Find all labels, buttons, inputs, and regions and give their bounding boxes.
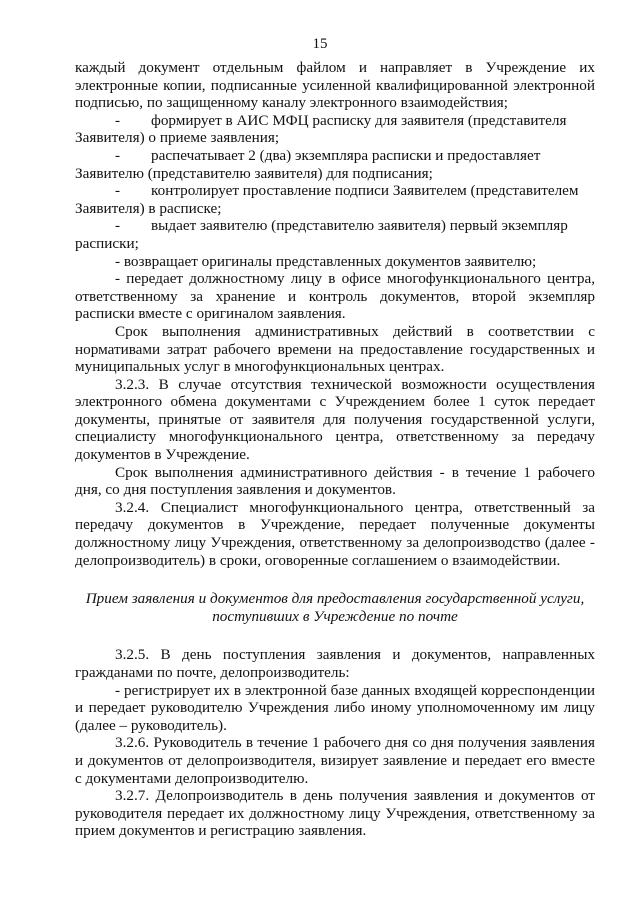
document-body bbox=[75, 59, 595, 840]
list-item: - передает должностному лицу в офисе многофункционального центра, ответственному за хранение и контроль документов, второй экземпляр расписки вместе с оригиналом заявления. bbox=[75, 270, 595, 323]
list-item: - регистрирует их в электронной базе данных входящей корреспонденции и передает руководителю Учреждения либо иному уполномоченному им лицу (далее – руководитель). bbox=[75, 681, 595, 734]
paragraph: Срок выполнения административных действий в соответствии с нормативами затрат рабочего времени на предоставление государственных и муниципальных услуг в многофункциональных центрах. bbox=[75, 322, 595, 376]
paragraph: 3.2.5. В день поступления заявления и документов, направленных гражданами по почте, делопроизводитель: bbox=[75, 646, 595, 681]
list-item: - возвращает оригиналы представленных документов заявителю; bbox=[115, 252, 537, 270]
paragraph: 3.2.6. Руководитель в течение 1 рабочего дня со дня получения заявления и документов от делопроизводителя, визирует заявление и передает его вместе с документами делопроизводителю. bbox=[75, 734, 595, 787]
list-item-text: выдает заявителю (представителю заявителя) первый экземпляр bbox=[151, 217, 568, 235]
list-item-continuation: Заявителя) в расписке; bbox=[75, 199, 222, 217]
list-item-continuation: расписки; bbox=[75, 234, 139, 252]
section-heading: Прием заявления и документов для предоставления государственной услуги, поступивших в Учреждение по почте bbox=[85, 590, 585, 625]
list-item bbox=[75, 182, 595, 217]
list-dash: - bbox=[115, 146, 121, 164]
list-item-text: распечатывает 2 (два) экземпляра расписки и предоставляет bbox=[151, 146, 541, 164]
paragraph: Срок выполнения административного действия - в течение 1 рабочего дня, со дня поступления заявления и документов. bbox=[75, 463, 595, 499]
list-item-continuation: Заявителя) о приеме заявления; bbox=[75, 129, 280, 147]
paragraph: каждый документ отдельным файлом и направляет в Учреждение их электронные копии, подписанные усиленной квалифицированной электронной подписью, по защищенному каналу электронного взаимодействия; bbox=[75, 59, 595, 112]
list-item-continuation: Заявителю (представителю заявителя) для подписания; bbox=[75, 164, 433, 182]
list-dash: - bbox=[115, 111, 121, 129]
list-item-text: контролирует проставление подписи Заявителем (представителем bbox=[151, 182, 579, 200]
list-item bbox=[75, 217, 595, 252]
paragraph: 3.2.3. В случае отсутствия технической возможности осуществления электронного обмена документами с Учреждением более 1 суток передает документы, принятые от заявителя для получения государственной услуги, специалисту многофункционального центра, ответственному за передачу документов в Учреждение. bbox=[75, 375, 595, 464]
list-item-text: формирует в АИС МФЦ расписку для заявителя (представителя bbox=[151, 111, 567, 129]
list-item bbox=[75, 112, 595, 147]
list-dash: - bbox=[115, 217, 121, 235]
list-dash: - bbox=[115, 182, 121, 200]
paragraph: 3.2.4. Специалист многофункционального центра, ответственный за передачу документов в Учреждение, передает полученные документы должностному лицу Учреждения, ответственному за делопроизводство (далее - делопроизводитель) в сроки, оговоренные соглашением о взаимодействии. bbox=[75, 498, 595, 569]
page-number: 15 bbox=[312, 36, 328, 52]
paragraph: 3.2.7. Делопроизводитель в день получения заявления и документов от руководителя передает их должностному лицу Учреждения, ответственному за прием документов и регистрацию заявления. bbox=[75, 787, 595, 840]
list-item bbox=[75, 147, 595, 182]
